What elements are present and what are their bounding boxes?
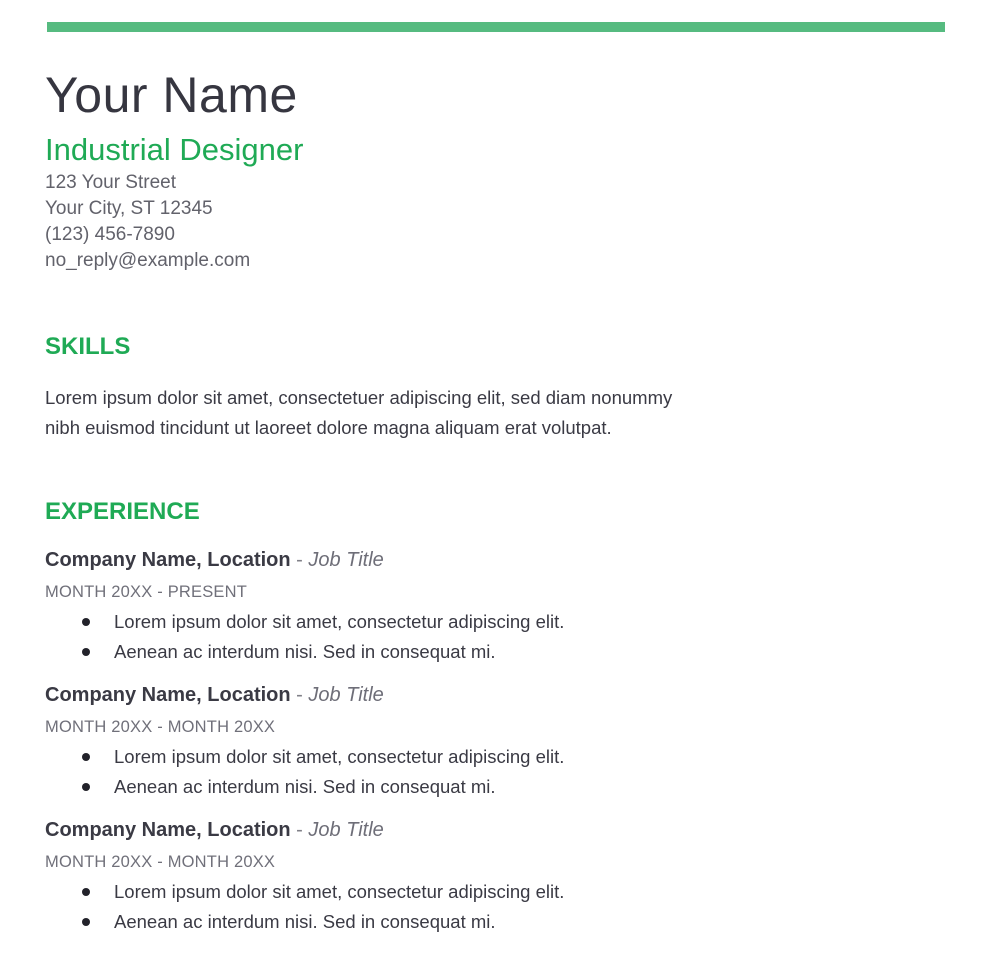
resume-page	[45, 60, 945, 937]
contact-email: no_reply@example.com	[45, 250, 251, 271]
resume-role: Industrial Designer	[45, 132, 304, 167]
job-dates: MONTH 20XX - MONTH 20XX	[45, 718, 276, 736]
contact-phone: (123) 456-7890	[45, 224, 175, 245]
job-bullet-text: Aenean ac interdum nisi. Sed in consequat mi.	[114, 776, 496, 797]
job-bullet	[45, 607, 945, 637]
job-separator: -	[290, 819, 309, 841]
contact-street: 123 Your Street	[45, 172, 176, 193]
job-company: Company Name, Location	[45, 684, 291, 706]
job-entry	[45, 678, 945, 802]
job-entry	[45, 813, 945, 937]
bullet-dot-icon	[82, 888, 90, 896]
job-company: Company Name, Location	[45, 819, 291, 841]
resume-name: Your Name	[45, 67, 298, 123]
bullet-dot-icon	[82, 753, 90, 761]
contact-block	[45, 170, 945, 274]
job-bullet-text: Lorem ipsum dolor sit amet, consectetur adipiscing elit.	[114, 881, 565, 902]
contact-city: Your City, ST 12345	[45, 198, 213, 219]
job-header	[45, 813, 945, 847]
job-bullet	[45, 742, 945, 772]
job-title: Job Title	[308, 684, 384, 706]
job-bullet-text: Aenean ac interdum nisi. Sed in consequat mi.	[114, 911, 496, 932]
job-separator: -	[290, 684, 309, 706]
bullet-dot-icon	[82, 918, 90, 926]
job-bullet-text: Aenean ac interdum nisi. Sed in consequat mi.	[114, 641, 496, 662]
skills-text	[45, 383, 775, 443]
job-bullets	[45, 607, 945, 667]
top-accent-rule	[47, 22, 945, 32]
job-bullet-text: Lorem ipsum dolor sit amet, consectetur adipiscing elit.	[114, 611, 565, 632]
job-company: Company Name, Location	[45, 549, 291, 571]
job-bullet	[45, 877, 945, 907]
job-bullets	[45, 742, 945, 802]
job-title: Job Title	[308, 549, 384, 571]
job-dates: MONTH 20XX - PRESENT	[45, 583, 248, 601]
skills-heading: SKILLS	[45, 333, 131, 360]
job-title: Job Title	[308, 819, 384, 841]
job-header	[45, 543, 945, 577]
job-separator: -	[290, 549, 309, 571]
experience-heading: EXPERIENCE	[45, 498, 200, 525]
job-bullet	[45, 907, 945, 937]
job-bullet	[45, 772, 945, 802]
bullet-dot-icon	[82, 783, 90, 791]
job-header	[45, 678, 945, 712]
bullet-dot-icon	[82, 648, 90, 656]
skills-line: Lorem ipsum dolor sit amet, consectetuer adipiscing elit, sed diam nonummy	[45, 387, 673, 408]
job-dates: MONTH 20XX - MONTH 20XX	[45, 853, 276, 871]
skills-line: nibh euismod tincidunt ut laoreet dolore magna aliquam erat volutpat.	[45, 417, 612, 438]
bullet-dot-icon	[82, 618, 90, 626]
job-entry	[45, 543, 945, 667]
job-bullet	[45, 637, 945, 667]
job-bullet-text: Lorem ipsum dolor sit amet, consectetur adipiscing elit.	[114, 746, 565, 767]
job-bullets	[45, 877, 945, 937]
